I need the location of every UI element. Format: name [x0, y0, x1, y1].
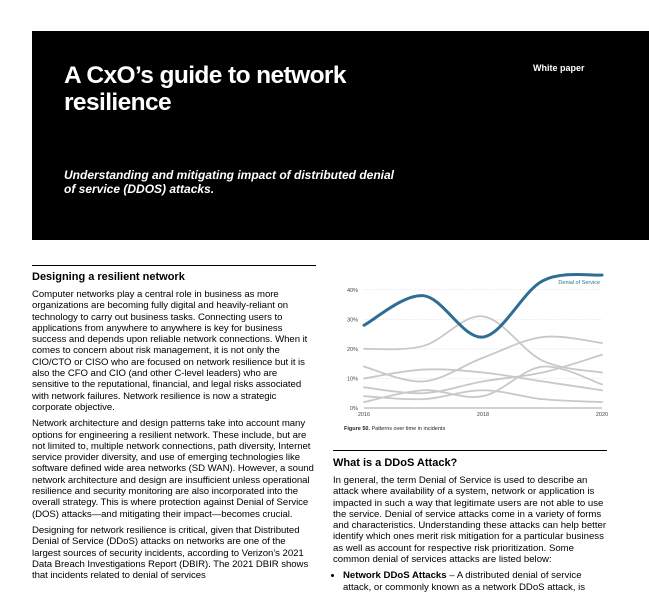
x-tick-label: 2018 — [476, 412, 490, 418]
section-heading-resilient-network: Designing a resilient network — [32, 271, 185, 283]
list-item — [343, 570, 607, 593]
y-tick-label: 30% — [346, 317, 358, 324]
y-tick-label: 20% — [346, 346, 358, 353]
series-line — [364, 337, 602, 382]
paragraph: Network architecture and design patterns take into account many options for engineering a resilient network. These include, but are not limited to, multiple network connections, path diversity, Internet service provider diversity, and use of emerging technologies like software defined wide area networks (SD WAN). However, a sound network architecture and design are insufficient unless operational resilience and security monitoring are also incorporated into the overall strategy. This is where protection against Denial of Service (DOS) attacks—and mitigating their impact—becomes crucial. — [32, 418, 314, 520]
y-tick-label: 40% — [346, 287, 358, 294]
y-tick-label: 0% — [350, 406, 358, 412]
paragraph: In general, the term Denial of Service is used to describe an attack where availability of a system, network or application is impacted in such a way that legitimate users are not able to use the service. Denial of service attacks come in a variety of forms and characteristics. Understanding these attacks can help better identify which ones merit risk mitigation for a particular business as well as account for respective risk prioritization. Some common denial of services attacks are listed below: — [333, 475, 607, 566]
series-line — [364, 369, 602, 390]
x-tick-label: 2020 — [595, 412, 609, 418]
figure-caption — [344, 426, 445, 432]
x-tick-label: 2016 — [357, 412, 371, 418]
incidents-chart — [336, 265, 609, 435]
series-line — [364, 316, 602, 372]
paragraph: Designing for network resilience is critical, given that Distributed Denial of Service (DDoS) attacks on networks are one of the largest sources of security incidents, according to Verizon’s 2021 Data Breach Investigations Report (DBIR). The 2021 DBIR shows that incidents related to denial of services — [32, 524, 309, 582]
right-column — [333, 450, 607, 593]
chart-svg — [336, 265, 609, 435]
page-title: A CxO’s guide to network resilience — [64, 62, 346, 116]
hero-banner — [32, 31, 649, 240]
series-line — [364, 355, 602, 394]
y-tick-label: 10% — [346, 376, 358, 383]
list-item-title: Network DDoS Attacks — [343, 570, 447, 582]
document-type-tag: White paper — [533, 63, 585, 73]
left-column — [32, 265, 316, 586]
paragraph: Computer networks play a central role in business as more organizations are becoming fully digital and heavily-reliant on technology to carry out business tasks. Connecting users to applications from anywhere to anywhere is key for business success and depends upon reliable network connections. When it comes to concern about risk management, it is not only the CIO/CTO or CISO who are focused on network resilience but it is also the CFO and CIO (and other C-level leaders) who are sensitive to the reputational, financial, and legal risks associated with network failures. Network resilience is now a strategic corporate objective. — [32, 289, 308, 413]
section-heading-ddos: What is a DDoS Attack? — [333, 457, 458, 469]
list-item-text: – A distributed denial of service attack, or commonly known as a network DDoS attack, is — [343, 570, 586, 593]
page-subtitle: Understanding and mitigating impact of distributed denial of service (DDOS) attacks. — [64, 168, 395, 196]
attack-list — [333, 570, 607, 593]
figure-caption-text: Patterns over time in incidents — [371, 426, 446, 432]
figure-label: Figure 50. — [344, 426, 370, 432]
series-label: Denial of Service — [558, 280, 600, 286]
